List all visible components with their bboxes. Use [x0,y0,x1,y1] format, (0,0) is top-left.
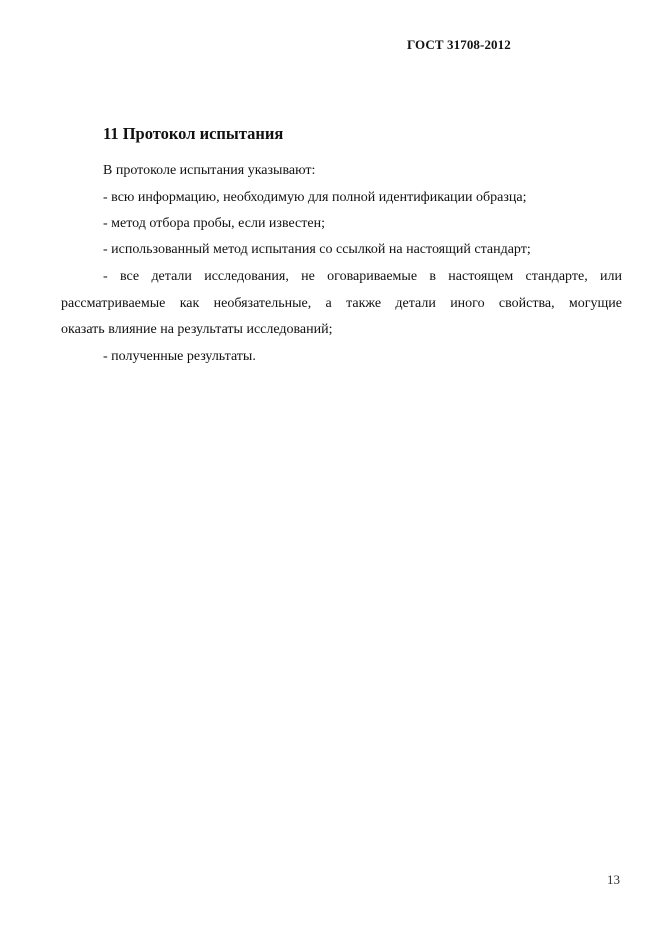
list-item-continuation: оказать влияние на результаты исследований; [61,322,333,337]
list-item-continuation: рассматриваемые как необязательные, а также детали иного свойства, могущие [61,296,622,311]
list-item: - полученные результаты. [103,349,256,364]
document-code-header: ГОСТ 31708-2012 [407,37,511,52]
section-intro: В протоколе испытания указывают: [103,163,316,178]
list-item: - метод отбора пробы, если известен; [103,216,325,231]
list-item: - всю информацию, необходимую для полной идентификации образца; [103,190,527,205]
list-item: - все детали исследования, не оговариваемые в настоящем стандарте, или [103,269,622,284]
list-item: - использованный метод испытания со ссылкой на настоящий стандарт; [103,242,531,257]
page-number: 13 [607,872,620,887]
section-title: 11 Протокол испытания [103,124,284,143]
